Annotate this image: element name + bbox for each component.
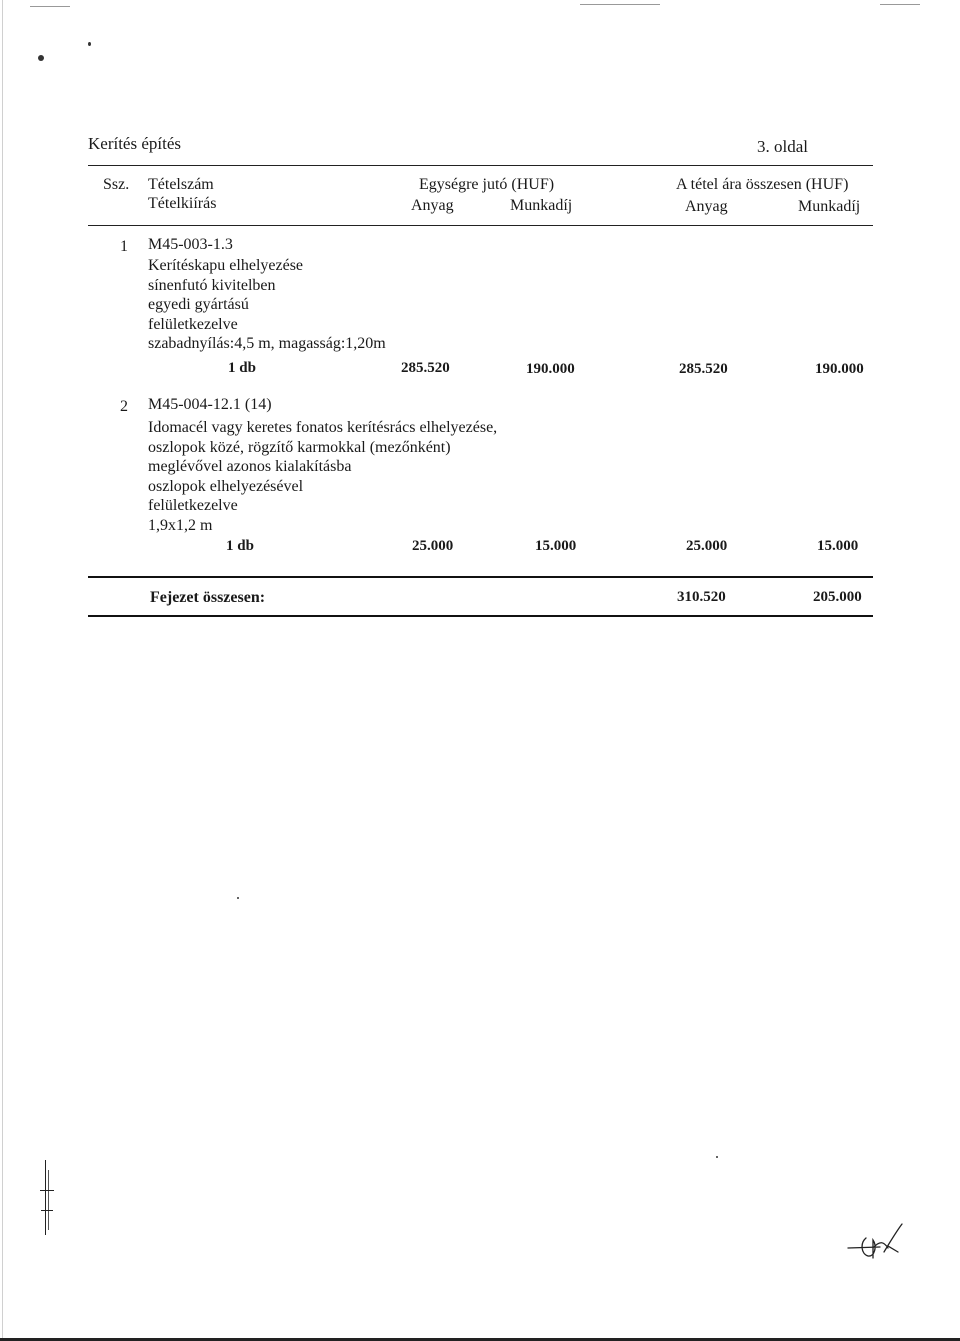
header-top-rule — [88, 165, 873, 166]
row-number: 1 — [120, 238, 128, 255]
description-line: szabadnyílás:4,5 m, magasság:1,20m — [148, 335, 386, 352]
total-munkadij-value: 15.000 — [817, 538, 859, 554]
scan-speck — [38, 55, 44, 61]
col-unit-anyag: Anyag — [411, 197, 454, 214]
scan-speck — [237, 897, 239, 899]
total-munkadij-value: 190.000 — [815, 361, 864, 377]
item-code: M45-004-12.1 (14) — [148, 396, 272, 413]
unit-anyag-value: 285.520 — [401, 360, 450, 376]
scan-artifact — [30, 6, 70, 7]
col-total-group: A tétel ára összesen (HUF) — [676, 176, 849, 193]
total-anyag-value: 25.000 — [686, 538, 728, 554]
summary-bottom-rule — [88, 615, 873, 617]
col-total-anyag: Anyag — [685, 198, 728, 215]
description-line: egyedi gyártású — [148, 296, 249, 313]
col-tetelszam: Tételszám — [148, 176, 214, 193]
item-quantity: 1 db — [228, 360, 256, 376]
handwritten-signature — [840, 1218, 910, 1268]
scan-speck — [716, 1156, 718, 1158]
item-description — [148, 256, 386, 354]
item-code: M45-003-1.3 — [148, 236, 233, 253]
item-quantity: 1 db — [226, 538, 254, 554]
header-bottom-rule — [88, 225, 873, 226]
scan-artifact — [880, 4, 920, 5]
summary-total-anyag: 310.520 — [677, 589, 726, 605]
description-line: felületkezelve — [148, 315, 238, 333]
description-line: sínenfutó kivitelben — [148, 276, 276, 294]
description-line: Idomacél vagy keretes fonatos kerítésrács elhelyezése, — [148, 419, 498, 436]
item-description — [148, 418, 497, 535]
col-tetelkiiras: Tételkiírás — [148, 195, 217, 212]
scan-margin-line — [2, 0, 3, 1341]
scan-artifact — [580, 4, 660, 5]
col-unit-group: Egységre jutó (HUF) — [419, 176, 555, 193]
description-line: oszlopok elhelyezésével — [148, 477, 304, 495]
unit-munkadij-value: 15.000 — [535, 538, 577, 554]
unit-anyag-value: 25.000 — [412, 538, 454, 554]
summary-total-munkadij: 205.000 — [813, 589, 862, 605]
description-line: oszlopok közé, rögzítő karmokkal (mezőnként) — [148, 438, 451, 456]
unit-munkadij-value: 190.000 — [526, 361, 575, 377]
summary-top-rule — [88, 576, 873, 578]
col-ssz: Ssz. — [103, 176, 130, 193]
summary-label: Fejezet összesen: — [150, 589, 266, 606]
page-number: 3. oldal — [757, 137, 808, 156]
row-number: 2 — [120, 398, 128, 415]
description-line: Kerítéskapu elhelyezése — [148, 257, 304, 274]
col-unit-munkadij: Munkadíj — [510, 197, 573, 214]
description-line: meglévővel azonos kialakításba — [148, 458, 352, 475]
description-line: 1,9x1,2 m — [148, 516, 213, 534]
total-anyag-value: 285.520 — [679, 361, 728, 377]
col-total-munkadij: Munkadíj — [798, 198, 861, 215]
description-line: felületkezelve — [148, 497, 238, 514]
scan-speck — [88, 42, 91, 46]
document-title: Kerítés építés — [88, 134, 181, 153]
